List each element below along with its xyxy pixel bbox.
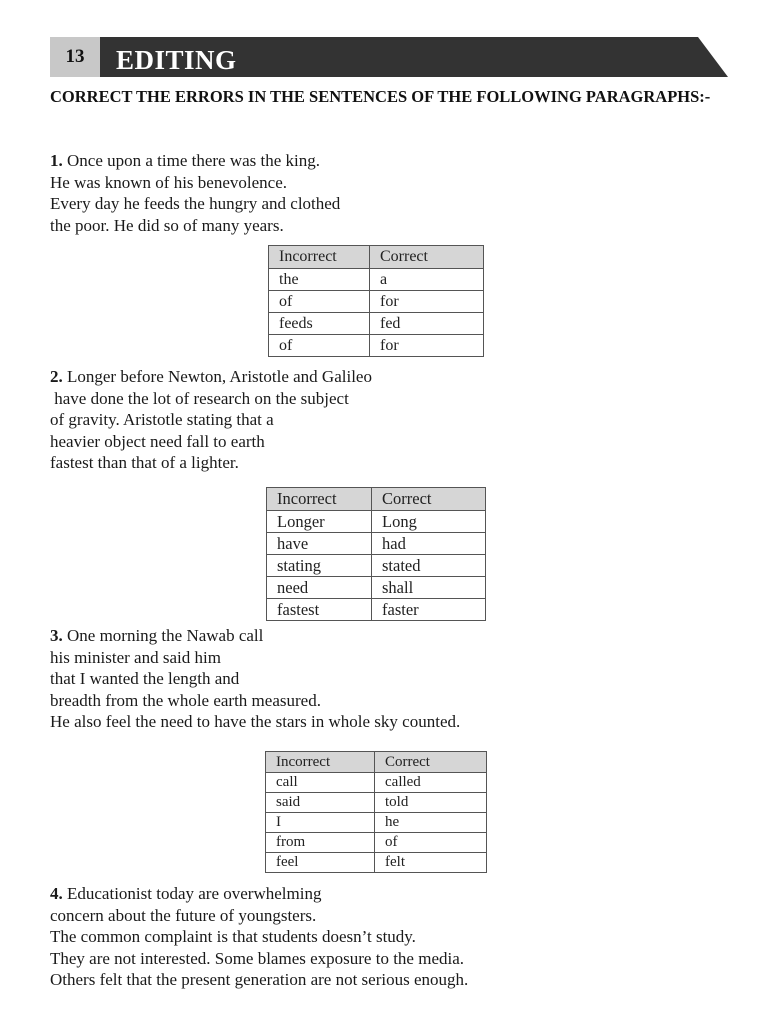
incorrect-cell: I xyxy=(266,813,375,833)
column-header-incorrect: Incorrect xyxy=(267,488,372,511)
incorrect-cell: feel xyxy=(266,853,375,873)
correct-cell: called xyxy=(375,773,487,793)
correct-cell: stated xyxy=(372,555,486,577)
chapter-title: EDITING xyxy=(116,45,237,75)
column-header-incorrect: Incorrect xyxy=(269,246,370,269)
exercise-number: 2. xyxy=(50,367,63,386)
table-row xyxy=(266,833,487,853)
exercise-4-paragraph xyxy=(50,883,468,991)
column-header-correct: Correct xyxy=(375,752,487,773)
incorrect-cell: stating xyxy=(267,555,372,577)
incorrect-cell: have xyxy=(267,533,372,555)
table-header-row xyxy=(267,488,486,511)
paragraph-line: heavier object need fall to earth xyxy=(50,431,265,451)
correct-cell: told xyxy=(375,793,487,813)
paragraph-line: 2. Longer before Newton, Aristotle and Galileo xyxy=(50,367,372,386)
paragraph-line: Others felt that the present generation are not serious enough. xyxy=(50,970,469,990)
exercise-3-paragraph xyxy=(50,625,460,733)
table-row xyxy=(269,335,484,357)
chapter-number: 13 xyxy=(65,46,85,67)
incorrect-cell: from xyxy=(266,833,375,853)
incorrect-cell: of xyxy=(269,291,370,313)
exercise-1-paragraph xyxy=(50,150,340,236)
chapter-header xyxy=(50,37,728,77)
correct-cell: for xyxy=(370,335,484,357)
paragraph-line: have done the lot of research on the subject xyxy=(50,388,349,408)
paragraph-line: breadth from the whole earth measured. xyxy=(50,690,321,710)
exercise-2-correction-table xyxy=(266,487,486,621)
table-row xyxy=(267,599,486,621)
instructions-heading: CORRECT THE ERRORS IN THE SENTENCES OF THE FOLLOWING PARAGRAPHS:- xyxy=(50,87,711,106)
table-row xyxy=(269,291,484,313)
paragraph-line: 3. One morning the Nawab call xyxy=(50,626,264,645)
table-row xyxy=(267,577,486,599)
exercise-1-correction-table xyxy=(268,245,484,357)
incorrect-cell: of xyxy=(269,335,370,357)
correct-cell: a xyxy=(370,269,484,291)
incorrect-cell: feeds xyxy=(269,313,370,335)
paragraph-line: They are not interested. Some blames exposure to the media. xyxy=(50,948,465,968)
exercise-number: 3. xyxy=(50,626,63,645)
paragraph-line: He also feel the need to have the stars in whole sky counted. xyxy=(50,712,461,732)
table-row xyxy=(266,853,487,873)
incorrect-cell: Longer xyxy=(267,511,372,533)
column-header-correct: Correct xyxy=(372,488,486,511)
incorrect-cell: need xyxy=(267,577,372,599)
incorrect-cell: said xyxy=(266,793,375,813)
paragraph-line: of gravity. Aristotle stating that a xyxy=(50,410,274,430)
exercise-number: 1. xyxy=(50,151,63,170)
paragraph-line: The common complaint is that students doesn’t study. xyxy=(50,927,416,947)
paragraph-line: fastest than that of a lighter. xyxy=(50,453,239,473)
column-header-incorrect: Incorrect xyxy=(266,752,375,773)
incorrect-cell: the xyxy=(269,269,370,291)
incorrect-cell: call xyxy=(266,773,375,793)
correct-cell: had xyxy=(372,533,486,555)
incorrect-cell: fastest xyxy=(267,599,372,621)
exercise-number: 4. xyxy=(50,884,63,903)
correct-cell: for xyxy=(370,291,484,313)
paragraph-line: Every day he feeds the hungry and clothed xyxy=(50,194,341,214)
exercise-3-correction-table xyxy=(265,751,487,873)
correct-cell: Long xyxy=(372,511,486,533)
paragraph-line: concern about the future of youngsters. xyxy=(50,905,317,925)
table-row xyxy=(267,533,486,555)
paragraph-line: that I wanted the length and xyxy=(50,669,240,689)
table-header-row xyxy=(269,246,484,269)
correct-cell: he xyxy=(375,813,487,833)
exercise-2-paragraph xyxy=(50,366,372,474)
table-row xyxy=(269,313,484,335)
column-header-correct: Correct xyxy=(370,246,484,269)
paragraph-line: 4. Educationist today are overwhelming xyxy=(50,884,322,903)
paragraph-line: the poor. He did so of many years. xyxy=(50,215,284,235)
correct-cell: shall xyxy=(372,577,486,599)
table-row xyxy=(266,793,487,813)
table-header-row xyxy=(266,752,487,773)
table-row xyxy=(266,773,487,793)
correct-cell: felt xyxy=(375,853,487,873)
correct-cell: fed xyxy=(370,313,484,335)
paragraph-line: He was known of his benevolence. xyxy=(50,172,287,192)
paragraph-line: his minister and said him xyxy=(50,647,221,667)
correct-cell: faster xyxy=(372,599,486,621)
table-row xyxy=(267,555,486,577)
table-row xyxy=(267,511,486,533)
table-row xyxy=(266,813,487,833)
correct-cell: of xyxy=(375,833,487,853)
table-row xyxy=(269,269,484,291)
paragraph-line: 1. Once upon a time there was the king. xyxy=(50,151,321,170)
